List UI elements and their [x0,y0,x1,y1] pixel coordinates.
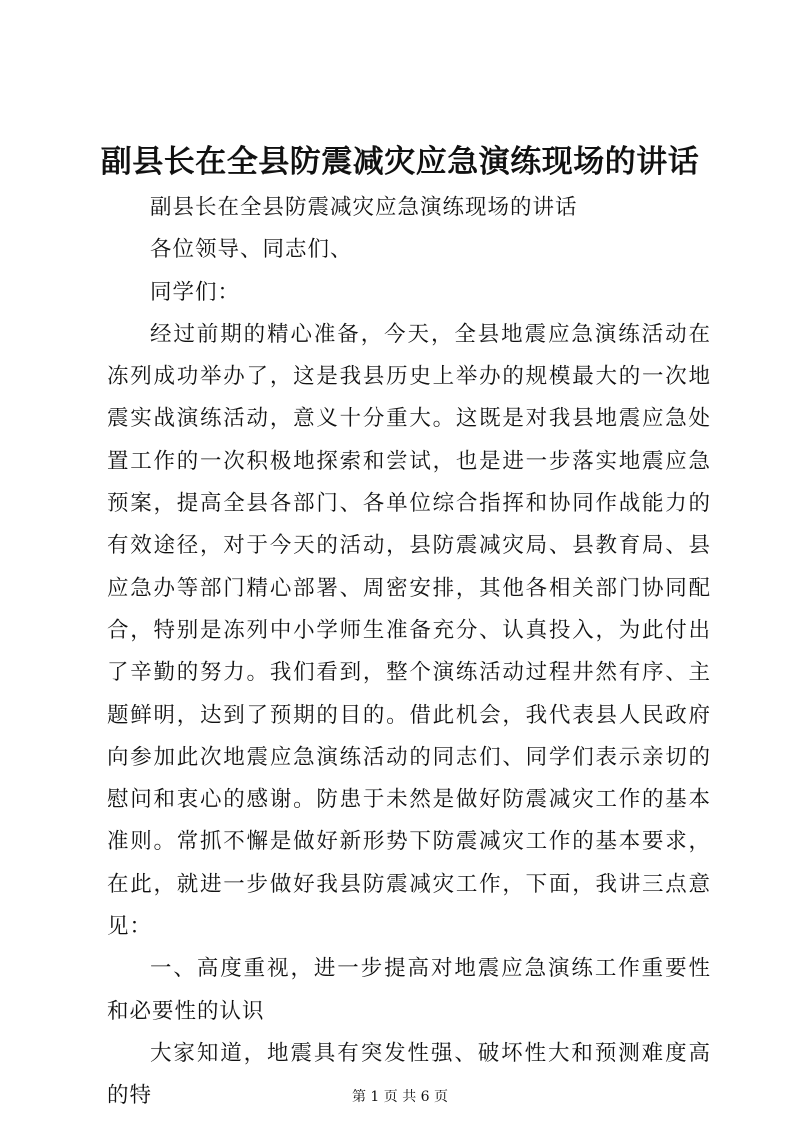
paragraph-subtitle: 副县长在全县防震减灾应急演练现场的讲话 [150,195,578,220]
paragraph-salutation-continued: 同学们： [150,279,241,305]
paragraph-section-heading: 一、高度重视，进一步提高对地震应急演练工作重要性和必要性的认识 [107,956,711,1024]
paragraph-main: 经过前期的精心准备，今天，全县地震应急演练活动在冻列成功举办了，这是我县历史上举办的规模最大的一次地震实战演练活动，意义十分重大。这既是对我县地震应急处置工作的一次积极地探索和尝试，也是进一步落实地震应急预案，提高全县各部门、各单位综合指挥和协同作战能力的有效途径，对于今天的活动，县防震减灾局、县教育局、县应急办等部门精心部署、周密安排，其他各相关部门协同配合，特别是冻列中小学师生准备充分、认真投入，为此付出了辛勤的努力。我们看到，整个演练活动过程井然有序、主题鲜明，达到了预期的目的。借此机会，我代表县人民政府向参加此次地震应急演练活动的同志们、同学们表示亲切的慰问和衷心的感谢。防患于未然是做好防震减灾工作的基本准则。常抓不懈是做好新形势下防震减灾工作的基本要求，在此，就进一步做好我县防震减灾工作，下面，我讲三点意见： [107,321,711,940]
document-title: 副县长在全县防震减灾应急演练现场的讲话 [100,144,700,180]
document-body [107,187,711,1118]
page-number-footer: 第 1 页 共 6 页 [351,1089,449,1105]
paragraph-salutation: 各位领导、同志们、 [150,237,353,263]
paragraph-section-body: 大家知道，地震具有突发性强、破坏性大和预测难度高的特 [107,1040,711,1109]
